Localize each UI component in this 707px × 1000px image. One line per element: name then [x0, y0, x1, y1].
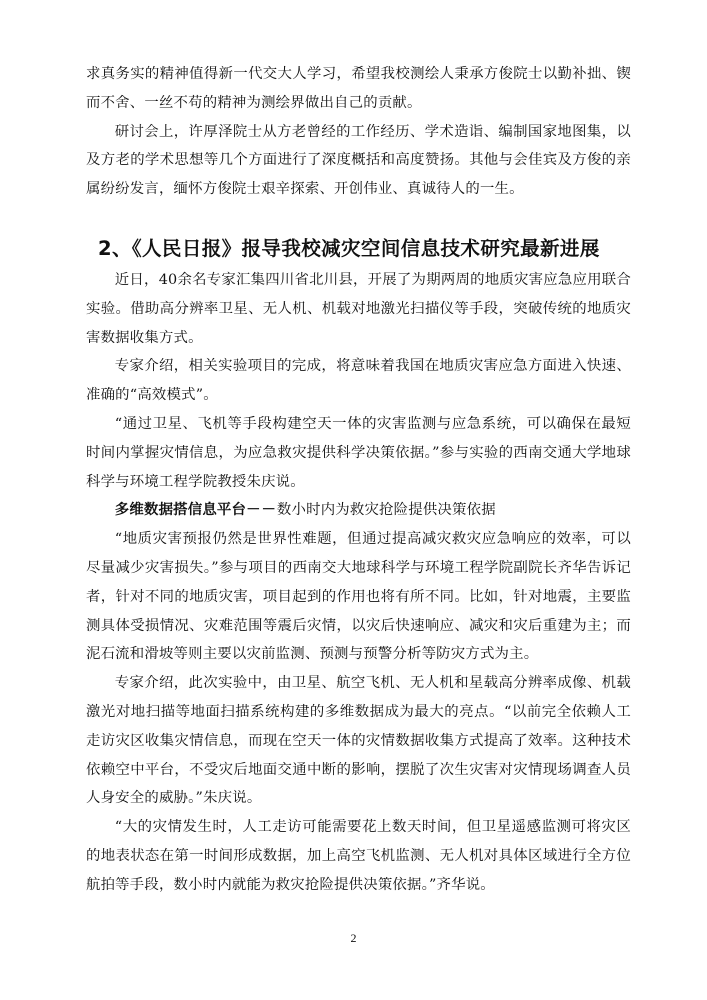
section-paragraph-5: 专家介绍，此次实验中，由卫星、航空飞机、无人机和星载高分辨率成像、机载激光对地扫描等地面扫描系统构建的多维数据成为最大的亮点。“以前完全依赖人工走访灾区收集灾情信息，而现在空天一体的灾情数据收集方式提高了效率。这种技术依赖空中平台，不受灾后地面交通中断的影响，摆脱了次生灾害对灾情现场调查人员人身安全的威胁。”朱庆说。: [86, 675, 631, 807]
subheading: [86, 496, 631, 525]
section-paragraph-2: 专家介绍，相关实验项目的完成，将意味着我国在地质灾害应急方面进入快速、准确的“高效模式”。: [86, 358, 631, 404]
page-number: 2: [350, 931, 357, 945]
subheading-rest: 数小时内为救灾抢险提供决策依据: [276, 502, 496, 519]
intro-paragraph-2: 研讨会上，许厚泽院士从方老曾经的工作经历、学术造诣、编制国家地图集，以及方老的学术思想等几个方面进行了深度概括和高度赞扬。其他与会佳宾及方俊的亲属纷纷发言，缅怀方俊院士艰辛探索、开创伟业、真诚待人的一生。: [86, 123, 631, 198]
subheading-bold: 多维数据搭信息平台: [114, 502, 247, 519]
section-paragraph-4: “地质灾害预报仍然是世界性难题，但通过提高减灾救灾应急响应的效率，可以尽量减少灾害损失。”参与项目的西南交大地球科学与环境工程学院副院长齐华告诉记者，针对不同的地质灾害，项目起到的作用也将有所不同。比如，针对地震，主要监测具体受损情况、灾难范围等震后灾情，以灾后快速响应、减灾和灾后重建为主；而泥石流和滑坡等则主要以灾前监测、预测与预警分析等防灾方式为主。: [86, 531, 631, 663]
document-page: [86, 60, 631, 900]
section-paragraph-3: “通过卫星、飞机等手段构建空天一体的灾害监测与应急系统，可以确保在最短时间内掌握灾情信息，为应急救灾提供科学决策依据。”参与实验的西南交通大学地球科学与环境工程学院教授朱庆说。: [86, 415, 631, 490]
intro-paragraph-1: 求真务实的精神值得新一代交大人学习，希望我校测绘人秉承方俊院士以勤补拙、锲而不舍、一丝不苟的精神为测绘界做出自己的贡献。: [86, 66, 631, 111]
section-paragraph-1: 近日，40余名专家汇集四川省北川县，开展了为期两周的地质灾害应急应用联合实验。借助高分辨率卫星、无人机、机载对地激光扫描仪等手段，突破传统的地质灾害数据收集方式。: [86, 271, 631, 346]
section-paragraph-6: “大的灾情发生时，人工走访可能需要花上数天时间，但卫星遥感监测可将灾区的地表状态在第一时间形成数据，加上高空飞机监测、无人机对具体区域进行全方位航拍等手段，数小时内就能为救灾抢险提供决策依据。”齐华说。: [86, 819, 631, 893]
section-heading: 2、《人民日报》报导我校减灾空间信息技术研究最新进展: [98, 236, 600, 260]
subheading-dash: －－: [246, 502, 277, 519]
